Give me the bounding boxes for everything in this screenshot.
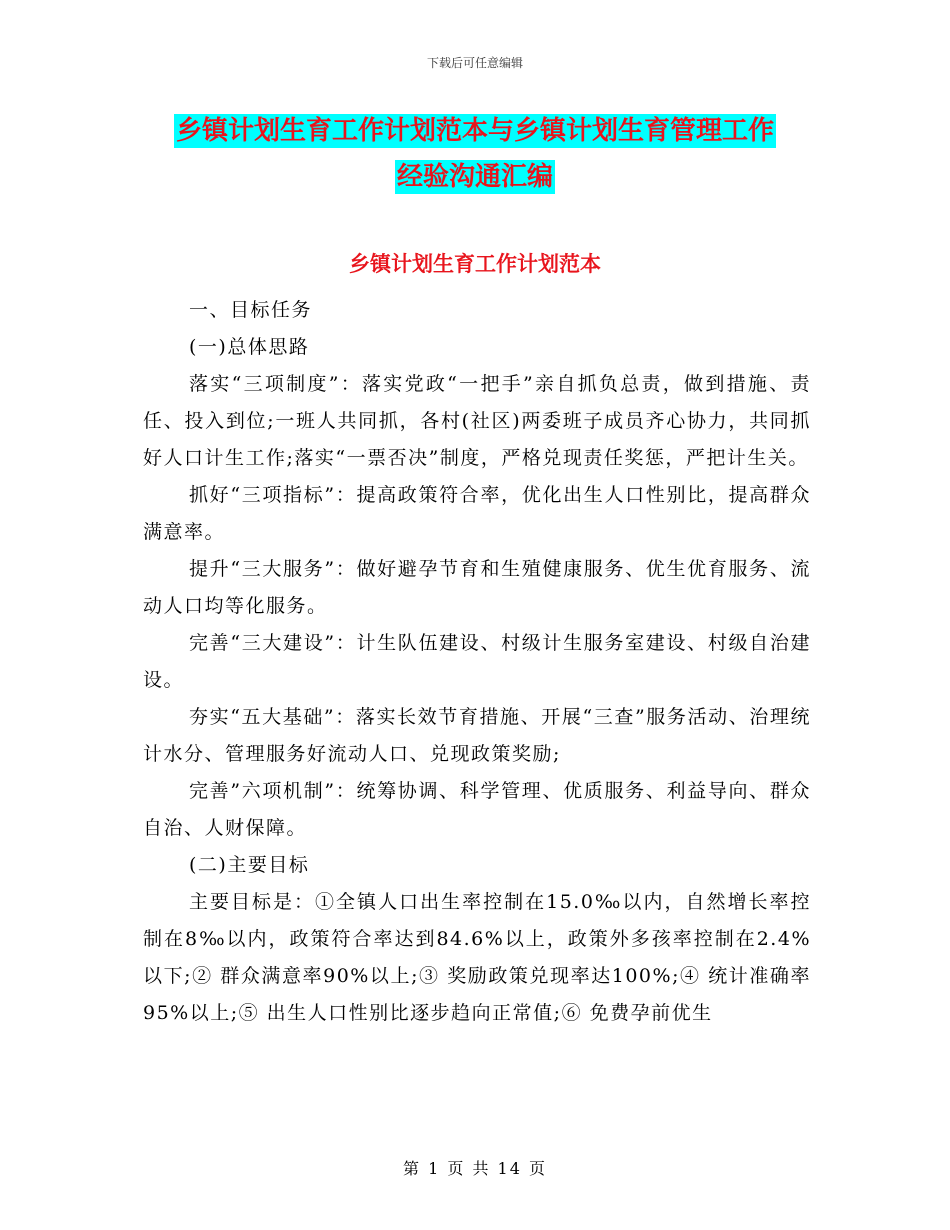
document-body	[143, 292, 811, 1032]
heading-goals: 一、目标任务	[189, 299, 313, 321]
paragraph: 抓好“三项指标”：提高政策符合率，优化出生人口性别比，提高群众满意率。	[143, 484, 811, 543]
paragraph: 夯实“五大基础”：落实长效节育措施、开展“三查”服务活动、治理统计水分、管理服务好流动人口、兑现政策奖励;	[143, 706, 811, 765]
title-line-1: 乡镇计划生育工作计划范本与乡镇计划生育管理工作	[175, 116, 774, 146]
subheading-main-targets: (二)主要目标	[189, 854, 310, 876]
subheading-overall-approach: (一)总体思路	[189, 336, 310, 358]
paragraph: 完善“三大建设”：计生队伍建设、村级计生服务室建设、村级自治建设。	[143, 632, 811, 691]
paragraph: 落实“三项制度”：落实党政“一把手”亲自抓负总责，做到措施、责任、投入到位;一班人共同抓，各村(社区)两委班子成员齐心协力，共同抓好人口计生工作;落实“一票否决”制度，严格兑现责任奖惩，严把计生关。	[143, 373, 811, 469]
paragraph: 完善”六项机制”：统筹协调、科学管理、优质服务、利益导向、群众自治、人财保障。	[143, 780, 811, 839]
document-title	[0, 108, 950, 200]
page-footer: 第 1 页 共 14 页	[403, 1159, 547, 1178]
title-line-2: 经验沟通汇编	[396, 162, 553, 192]
paragraph: 提升“三大服务”：做好避孕节育和生殖健康服务、优生优育服务、流动人口均等化服务。	[143, 558, 811, 617]
section-title: 乡镇计划生育工作计划范本	[349, 252, 601, 276]
paragraph: 主要目标是：①全镇人口出生率控制在15.0‰以内，自然增长率控制在8‰以内，政策符合率达到84.6%以上，政策外多孩率控制在2.4%以下;② 群众满意率90%以上;③ 奖励政策兑现率达100%;④ 统计准确率95%以上;⑤ 出生人口性别比逐步趋向正常值;⑥ 免费孕前优生	[143, 891, 811, 1024]
header-note: 下载后可任意编辑	[426, 56, 523, 70]
